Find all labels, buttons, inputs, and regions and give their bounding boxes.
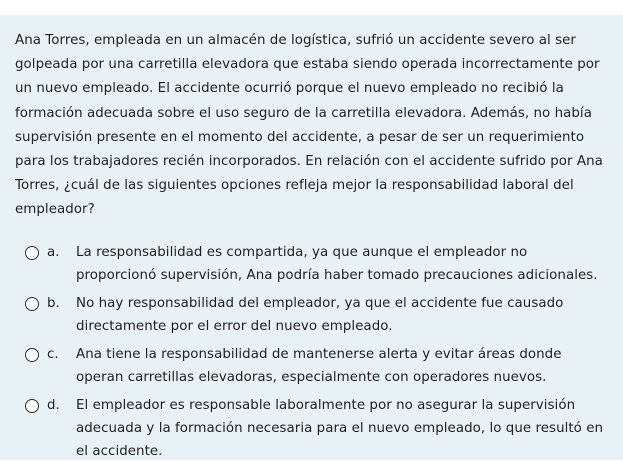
answer-option-d[interactable] (0, 394, 623, 459)
option-letter-a: a. (47, 245, 60, 260)
answer-option-c[interactable] (0, 343, 623, 394)
option-letter-d: d. (47, 398, 60, 413)
option-text-a: La responsabilidad es compartida, ya que aunque el empleador no proporcionó supervisión, Ana podría haber tomado precauciones adicionales. (76, 245, 598, 283)
answer-option-a[interactable] (0, 241, 623, 292)
option-letter-c: c. (47, 347, 59, 362)
radio-button-d[interactable] (25, 399, 39, 413)
question-text: Ana Torres, empleada en un almacén de logística, sufrió un accidente severo al ser golpeada por una carretilla elevadora que estaba siendo operada incorrectamente por un nuevo empleado. El accidente ocurrió porque el nuevo empleado no recibió la formación adecuada sobre el uso seguro de la carretilla elevadora. Además, no había supervisión presente en el momento del accidente, a pesar de ser un requerimiento para los trabajadores recién incorporados. En relación con el accidente sufrido por Ana Torres, ¿cuál de las siguientes opciones refleja mejor la responsabilidad laboral del empleador? (15, 33, 603, 218)
option-text-d: El empleador es responsable laboralmente por no asegurar la supervisión adecuada y la formación necesaria para el nuevo empleado, lo que resultó en el accidente. (76, 398, 604, 459)
option-text-b: No hay responsabilidad del empleador, ya que el accidente fue causado directamente por el error del nuevo empleado. (76, 296, 564, 334)
option-letter-b: b. (47, 296, 60, 311)
answer-options (0, 241, 623, 459)
radio-button-b[interactable] (25, 297, 39, 311)
answer-option-b[interactable] (0, 292, 623, 343)
radio-button-a[interactable] (25, 246, 39, 260)
option-text-c: Ana tiene la responsabilidad de mantenerse alerta y evitar áreas donde operan carretillas elevadoras, especialmente con operadores nuevos. (76, 347, 562, 385)
radio-button-c[interactable] (25, 348, 39, 362)
question-card (0, 15, 623, 460)
